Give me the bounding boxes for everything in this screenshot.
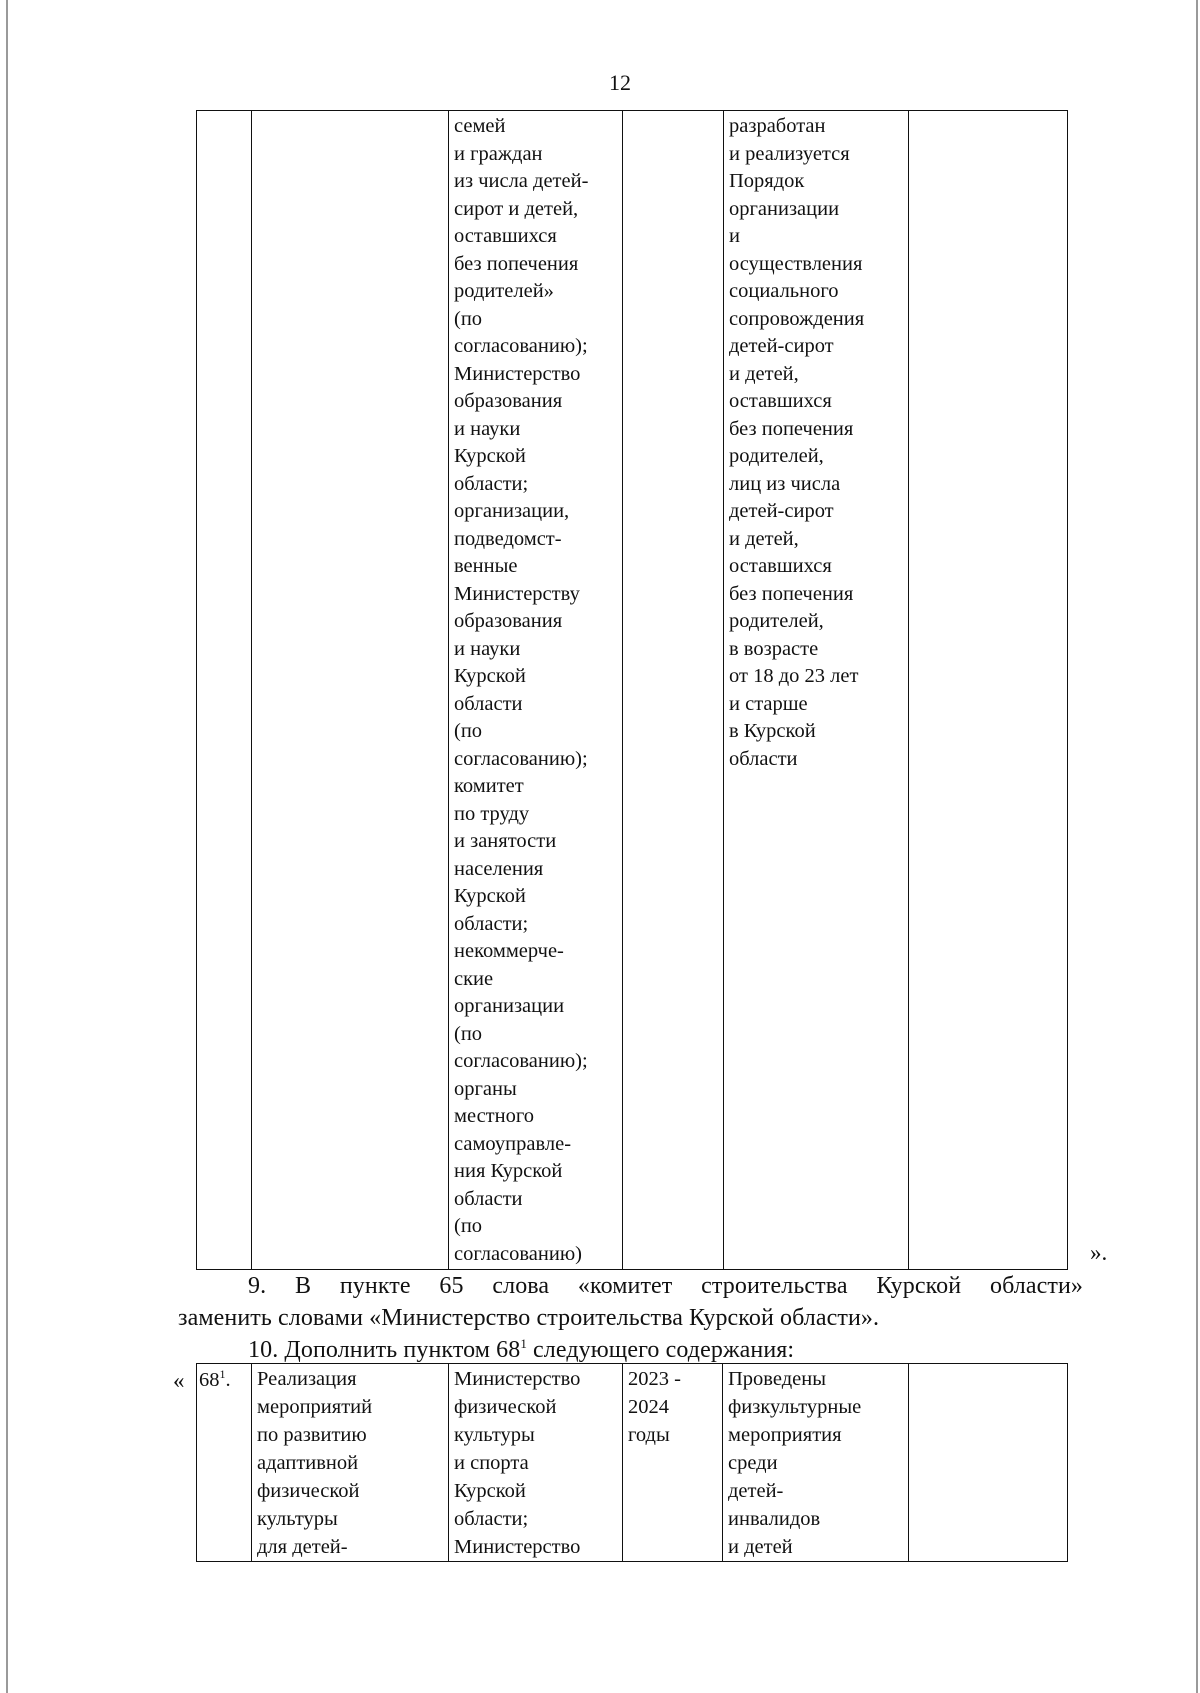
table-cell-activity: Реализация мероприятий по развитию адаптивной физической культуры для детей- xyxy=(252,1364,449,1562)
table-cell-number xyxy=(197,111,252,1270)
scan-left-edge xyxy=(6,0,8,1693)
table-cell-number: $68^1$. xyxy=(197,1364,252,1562)
table-cell-executors: Министерство физической культуры и спорта Курской области; Министерство xyxy=(449,1364,623,1562)
table-cell-period: 2023 - 2024 годы xyxy=(623,1364,723,1562)
table-cell-result: Проведены физкультурные мероприятия среди детей- инвалидов и детей xyxy=(723,1364,909,1562)
table-cell-extra xyxy=(909,111,1068,1270)
scan-right-edge xyxy=(1196,0,1198,1693)
table-cell-activity xyxy=(252,111,449,1270)
continued-table xyxy=(196,110,1068,1270)
paragraph-9-line-1: 9. В пункте 65 слова «комитет строительства Курской области» xyxy=(248,1273,1083,1299)
opening-quote: « xyxy=(173,1368,185,1393)
table-row xyxy=(197,1364,1068,1562)
table-row xyxy=(197,111,1068,1270)
new-item-table xyxy=(196,1363,1068,1562)
table-cell-result: разработан и реализуется Порядок организации и осуществления социального сопровождения детей-сирот и детей, оставшихся без попечения родителей, лиц из числа детей-сирот и детей, оставшихся без попечения родителей, в возрасте от 18 до 23 лет и старше в Курской области xyxy=(724,111,909,1270)
paragraph-9-line-2: заменить словами «Министерство строительства Курской области». xyxy=(178,1305,880,1331)
table-cell-extra xyxy=(909,1364,1068,1562)
paragraph-10: 10. Дополнить пунктом $68^1$ следующего содержания: xyxy=(248,1336,795,1363)
page-number: 12 xyxy=(609,70,631,95)
table-cell-period xyxy=(623,111,724,1270)
table-cell-executors: семей и граждан из числа детей- сирот и детей, оставшихся без попечения родителей» (по согласованию); Министерство образования и науки Курской области; организации, подведомст- венные Министерству образования и науки Курской области (по согласованию); комитет по труду и занятости населения Курской области; некоммерче- ские организации (по согласованию); органы местного самоуправле- ния Курской области (по согласованию) xyxy=(449,111,623,1270)
closing-quote: ». xyxy=(1090,1240,1108,1265)
